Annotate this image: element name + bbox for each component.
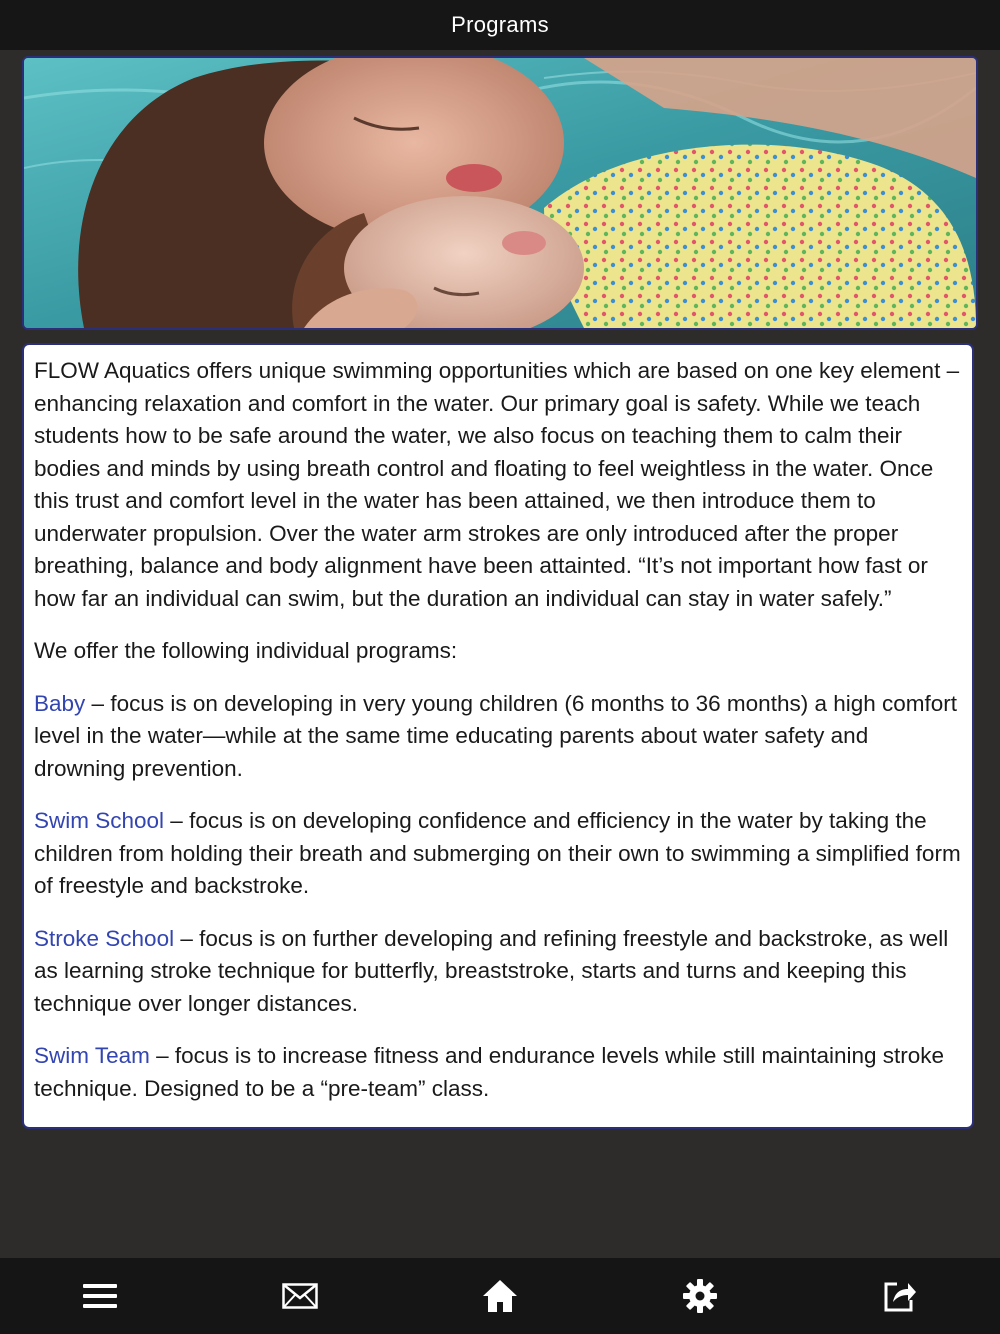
intro-paragraph: FLOW Aquatics offers unique swimming opportunities which are based on one key element – enhancing relaxation and comfort in the water. Our primary goal is safety. While we teach students how to be safe around the water, we also focus on teaching them to calm their bodies and minds by using breath control and floating to feel weightless in the water. Once this trust and comfort level in the water has been attained, we then introduce them to underwater propulsion. Over the water arm strokes are only introduced after the proper breathing, balance and body alignment have been attainted. “It’s not important how fast or how far an individual can swim, but the duration an individual can stay in water safely.” bbox=[34, 358, 960, 611]
program-link-swim-school[interactable]: Swim School bbox=[34, 808, 165, 833]
home-icon bbox=[482, 1279, 518, 1313]
program-desc-baby: – focus is on developing in very young children (6 months to 36 months) a high comfort level in the water—while at the same time educating parents about water safety and drowning prevention. bbox=[34, 690, 958, 781]
page-title: Programs bbox=[451, 12, 549, 37]
share-button[interactable] bbox=[876, 1272, 924, 1320]
settings-button[interactable] bbox=[676, 1272, 724, 1320]
offer-line: We offer the following individual programs: bbox=[34, 638, 458, 663]
nav-header bbox=[0, 0, 1000, 50]
mail-icon bbox=[282, 1283, 318, 1309]
program-stroke-school bbox=[34, 923, 962, 1021]
bottom-tab-bar bbox=[0, 1258, 1000, 1334]
mail-button[interactable] bbox=[276, 1272, 324, 1320]
hero-image bbox=[22, 56, 978, 330]
program-swim-team bbox=[34, 1040, 962, 1105]
menu-icon bbox=[83, 1283, 117, 1309]
pool-photo-illustration bbox=[24, 58, 976, 328]
gear-icon bbox=[682, 1278, 718, 1314]
program-swim-school bbox=[34, 805, 962, 903]
program-link-stroke-school[interactable]: Stroke School bbox=[34, 925, 175, 951]
program-description-card bbox=[22, 343, 974, 1129]
program-desc-swim-school: – focus is on developing confidence and efficiency in the water by taking the children from holding their breath and submerging on their own to swimming a simplified form of freestyle and backstroke. bbox=[34, 808, 961, 898]
share-icon bbox=[883, 1280, 917, 1312]
program-link-baby[interactable]: Baby bbox=[34, 690, 86, 716]
program-desc-stroke-school: – focus is on further developing and refining freestyle and backstroke, as well as learning stroke technique for butterfly, breaststroke, starts and turns and keeping this technique over longer distances. bbox=[34, 925, 949, 1016]
program-desc-swim-team: – focus is to increase fitness and endurance levels while still maintaining stroke technique. Designed to be a “pre-team” class. bbox=[34, 1043, 945, 1101]
program-link-swim-team[interactable]: Swim Team bbox=[34, 1043, 150, 1068]
home-button[interactable] bbox=[476, 1272, 524, 1320]
menu-button[interactable] bbox=[76, 1272, 124, 1320]
program-baby bbox=[34, 688, 962, 786]
